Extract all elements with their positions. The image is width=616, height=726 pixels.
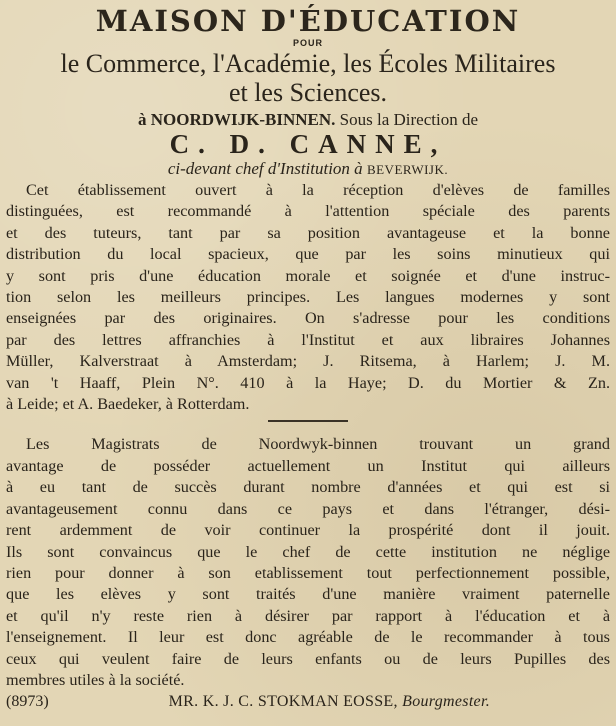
location-town: à NOORDWIJK-BINNEN. bbox=[138, 110, 336, 129]
subtitle-line-1: le Commerce, l'Académie, les Écoles Militaires bbox=[60, 49, 556, 78]
pour-label: POUR bbox=[292, 38, 323, 48]
notice2-line: l'enseignement. Il leur est donc agréable de le recommander à tous bbox=[6, 628, 610, 647]
notice1-line: enseignées par des originaires. On s'adresse pour les conditions bbox=[6, 309, 610, 328]
subtitle-line-2: et les Sciences. bbox=[228, 78, 388, 107]
notice1-line: Cet établissement ouvert à la réception d'elèves de familles bbox=[26, 181, 610, 199]
notice2-line: ceux qui veulent faire de leurs enfants ou de leurs Pupilles des bbox=[6, 649, 610, 668]
notice-paragraph-2 bbox=[6, 434, 610, 691]
notice1-line: Müller, Kalverstraat à Amsterdam; J. Ritsema, à Harlem; J. M. bbox=[6, 352, 610, 371]
role-text: ci-devant chef d'Institution à bbox=[167, 159, 363, 178]
mayor-title: Bourgmester. bbox=[402, 693, 491, 711]
notice1-line: van 't Haaff, Plein N°. 410 à la Haye; D. du Mortier & Zn. bbox=[6, 373, 610, 392]
mayor-signature bbox=[49, 692, 610, 712]
notice2-line: à eu tant de succès durant nombre d'années et qui est si bbox=[6, 478, 610, 497]
notice1-line: y sont pris d'une éducation morale et soignée et d'une instruc- bbox=[6, 266, 610, 285]
notice2-line: avantageusement connu dans ce pays et dans l'étranger, dési- bbox=[6, 499, 610, 518]
location-line bbox=[6, 110, 610, 129]
notice1-line: tion selon les meilleurs principes. Les langues modernes y sont bbox=[6, 288, 610, 307]
role-town: BEVERWIJK. bbox=[366, 162, 449, 177]
notice-paragraph-1 bbox=[6, 180, 610, 415]
ad-title: MAISON D'ÉDUCATION bbox=[95, 4, 521, 38]
signature-line bbox=[6, 692, 610, 712]
notice2-line: rien pour donner à son etablissement tout perfectionnement possible, bbox=[6, 563, 610, 582]
notice2-line: et qu'il n'y reste rien à désirer par rapport à l'éducation et à bbox=[6, 606, 610, 625]
notice2-line: Les Magistrats de Noordwyk-binnen trouvant un grand bbox=[26, 435, 610, 454]
notice1-line: distribution du local spacieux, que par les soins minutieux qui bbox=[6, 245, 610, 264]
mayor-name: MR. K. J. C. STOKMAN EOSSE, bbox=[168, 693, 398, 711]
direction-text: Sous la Direction de bbox=[339, 110, 478, 129]
director-name: C. D. CANNE, bbox=[169, 129, 447, 159]
notice2-line: avantage de posséder actuellement un Institut qui ailleurs bbox=[6, 456, 610, 475]
section-divider bbox=[268, 420, 348, 422]
notice2-line: rent ardemment de voir continuer la prospérité dont il jouit. bbox=[6, 521, 610, 540]
notice1-line: par des lettres affranchies à l'Institut et aux libraires Johannes bbox=[6, 330, 610, 349]
ad-number: (8973) bbox=[6, 693, 49, 711]
notice2-line: membres utiles à la société. bbox=[6, 670, 185, 689]
notice1-line: distinguées, est recommandé à l'attention spéciale des parents bbox=[6, 202, 610, 221]
notice1-line: à Leide; et A. Baedeker, à Rotterdam. bbox=[6, 395, 250, 414]
notice2-line: Ils sont convaincus que le chef de cette institution ne néglige bbox=[6, 542, 610, 561]
notice1-line: et des tuteurs, tant par sa position avantageuse et la bonne bbox=[6, 223, 610, 242]
director-role bbox=[6, 159, 610, 179]
notice2-line: que les elèves y sont traités d'une manière vraiment paternelle bbox=[6, 585, 610, 604]
